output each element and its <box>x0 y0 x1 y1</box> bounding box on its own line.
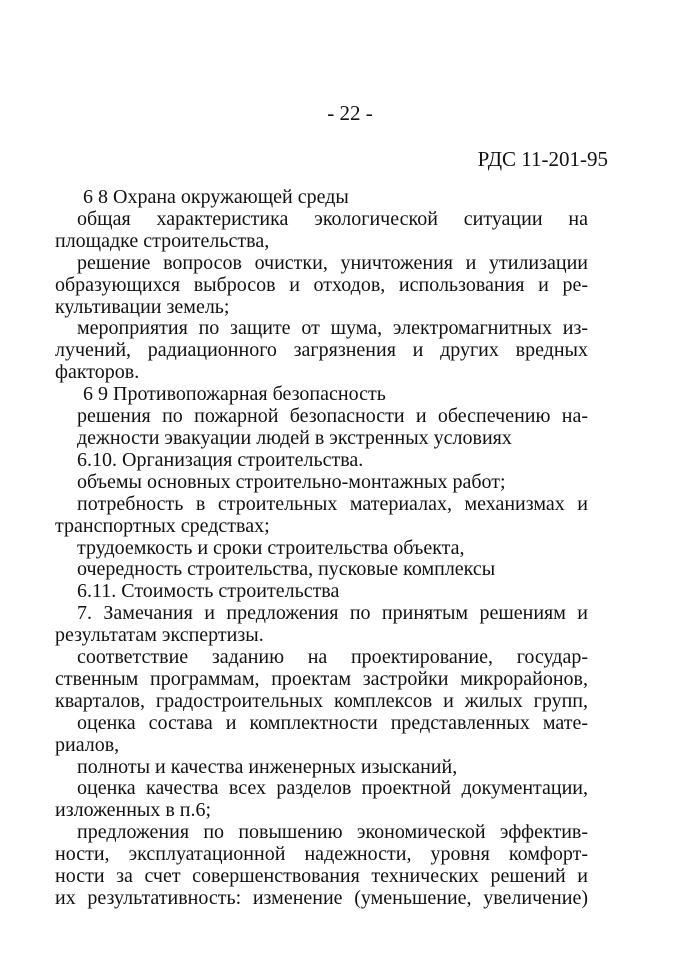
text-line: результатам экспертизы. <box>55 624 264 647</box>
page-number: - 22 - <box>327 101 373 125</box>
text-line: риалов, <box>55 733 120 756</box>
text-line: дежности эвакуации людей в экстренных условиях <box>77 426 512 449</box>
text-line: кварталов, градостроительных комплексов и жилых групп, <box>55 689 588 712</box>
text-line: полноты и качества инженерных изысканий, <box>77 755 458 778</box>
document-code: РДС 11-201-95 <box>477 147 608 171</box>
text-line: изложенных в п.6; <box>55 799 212 822</box>
text-line: трудоемкость и сроки строительства объекта, <box>77 536 465 559</box>
text-line: решения по пожарной безопасности и обеспечению на- <box>77 405 588 428</box>
text-line: ственным программам, проектам застройки микрорайонов, <box>55 667 588 690</box>
section-heading-6-9: 6 9 Противопожарная безопасность <box>83 383 386 406</box>
text-line: очередность строительства, пусковые комплексы <box>77 558 496 581</box>
text-line: их результативность: изменение (уменьшение, увеличение) <box>55 887 588 909</box>
text-line: мероприятия по защите от шума, электромагнитных из- <box>77 317 588 340</box>
text-line: объемы основных строительно-монтажных работ; <box>77 470 506 493</box>
text-line: предложения по повышению экономической эффектив- <box>77 821 588 844</box>
text-line: оценка состава и комплектности представленных мате- <box>77 711 588 734</box>
section-heading-7: 7. Замечания и предложения по принятым решениям и <box>77 602 588 625</box>
text-line: соответствие заданию на проектирование, государ- <box>77 646 588 669</box>
text-line: площадке строительства, <box>55 229 270 252</box>
text-line: транспортных средствах; <box>55 514 270 537</box>
section-heading-6-8: 6 8 Охрана окружающей среды <box>83 186 349 208</box>
text-line: лучений, радиационного загрязнения и других вредных <box>55 339 588 362</box>
text-line: факторов. <box>55 361 140 384</box>
text-line: оценка качества всех разделов проектной документации, <box>77 777 588 800</box>
text-line: решение вопросов очистки, уничтожения и утилизации <box>77 251 588 274</box>
text-line: ности за счет совершенствования технических решений и <box>55 865 588 888</box>
document-body <box>55 187 588 910</box>
text-line: образующихся выбросов и отходов, использования и ре- <box>55 273 588 296</box>
section-heading-6-11: 6.11. Стоимость строительства <box>77 580 340 603</box>
text-line: ности, эксплуатационной надежности, уровня комфорт- <box>55 843 588 866</box>
text-line: потребность в строительных материалах, механизмах и <box>77 492 588 515</box>
section-heading-6-10: 6.10. Организация строительства. <box>77 448 364 471</box>
text-line: культивации земель; <box>55 295 230 318</box>
text-line: общая характеристика экологической ситуации на <box>77 207 588 230</box>
